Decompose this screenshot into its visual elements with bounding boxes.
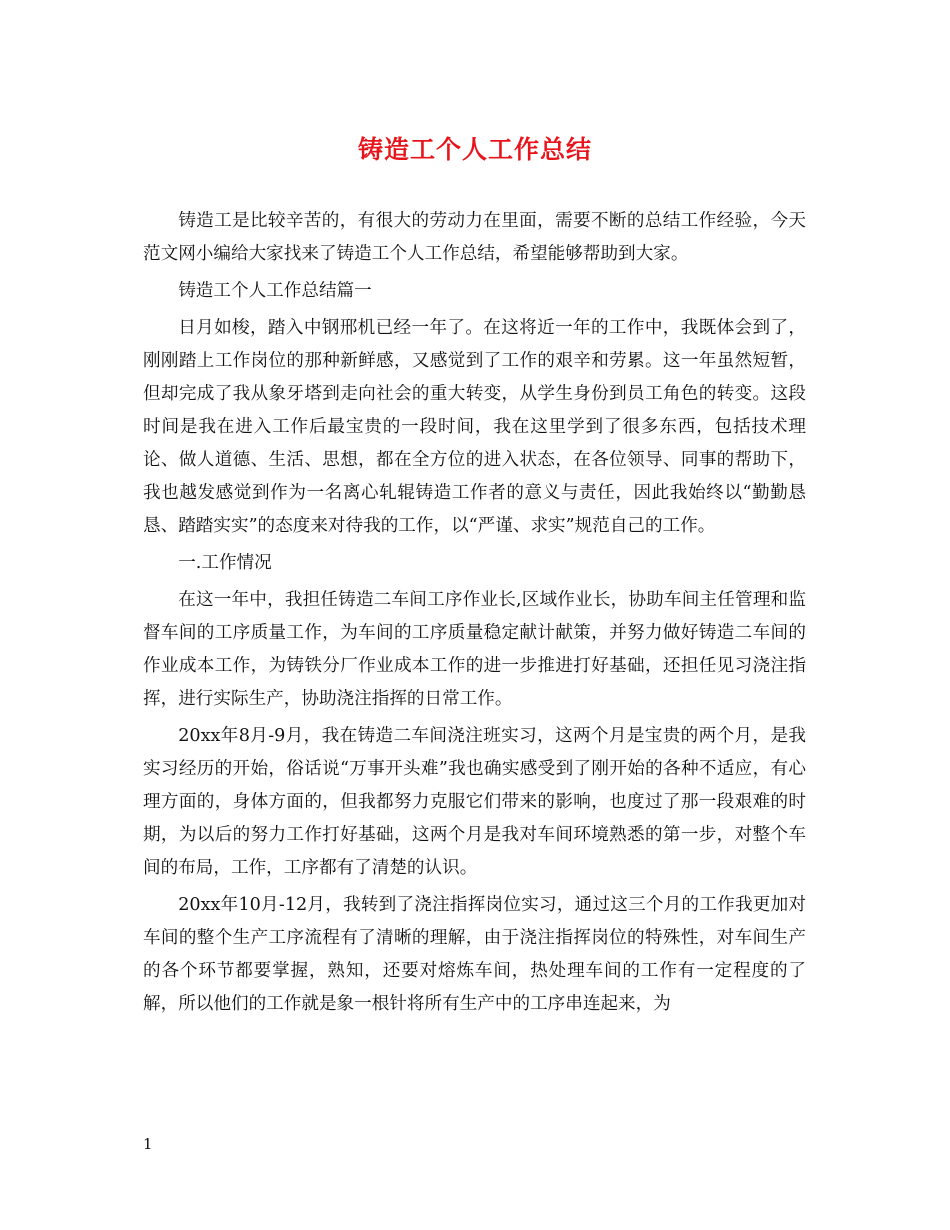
paragraph-work-status: 在这一年中，我担任铸造二车间工序作业长,区域作业长，协助车间主任管理和监督车间的工序质量工作，为车间的工序质量稳定献计献策，并努力做好铸造二车间的作业成本工作，为铸铁分厂作业成本工作的进一步推进打好基础，还担任见习浇注指挥，进行实际生产，协助浇注指挥的日常工作。: [143, 590, 806, 709]
paragraph-overview: 日月如梭，踏入中钢邢机已经一年了。在这将近一年的工作中，我既体会到了，刚刚踏上工作岗位的那种新鲜感，又感觉到了工作的艰辛和劳累。这一年虽然短暂，但却完成了我从象牙塔到走向社会的重大转变，从学生身份到员工角色的转变。这段时间是我在进入工作后最宝贵的一段时间，我在这里学到了很多东西，包括技术理论、做人道德、生活、思想，都在全方位的进入状态，在各位领导、同事的帮助下，我也越发感觉到作为一名离心轧辊铸造工作者的意义与责任，因此我始终以“勤勤恳恳、踏踏实实”的态度来对待我的工作，以“严谨、求实”规范自己的工作。: [143, 318, 806, 536]
document-title: 铸造工个人工作总结: [357, 135, 592, 164]
paragraph-intro: 铸造工是比较辛苦的，有很大的劳动力在里面，需要不断的总结工作经验，今天范文网小编给大家找来了铸造工个人工作总结，希望能够帮助到大家。: [143, 211, 806, 264]
document-body: [143, 205, 806, 1025]
paragraph-aug-sep: 20xx年8月-9月，我在铸造二车间浇注班实习，这两个月是宝贵的两个月，是我实习经历的开始，俗话说“万事开头难”我也确实感受到了刚开始的各种不适应，有心理方面的，身体方面的，但我都努力克服它们带来的影响，也度过了那一段艰难的时期，为以后的努力工作打好基础，这两个月是我对车间环境熟悉的第一步，对整个车间的布局，工作，工序都有了清楚的认识。: [143, 726, 806, 878]
page-number: 1: [143, 1135, 153, 1153]
paragraph-section-heading: 铸造工个人工作总结篇一: [178, 281, 372, 301]
paragraph-oct-dec: 20xx年10月-12月，我转到了浇注指挥岗位实习，通过这三个月的工作我更加对车间的整个生产工序流程有了清晰的理解，由于浇注指挥岗位的特殊性，对车间生产的各个环节都要掌握，熟知，还要对熔炼车间，热处理车间的工作有一定程度的了解，所以他们的工作就是象一根针将所有生产中的工序串连起来，为: [143, 895, 806, 1014]
paragraph-work-status-heading: 一.工作情况: [178, 553, 272, 573]
